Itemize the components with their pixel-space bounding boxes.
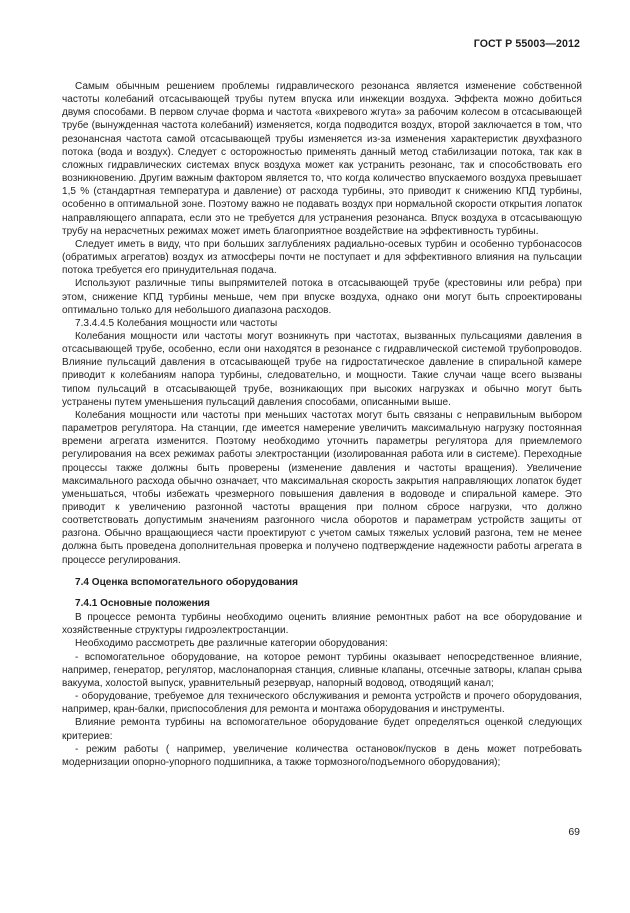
list-item: - оборудование, требуемое для технического обслуживания и ремонта устройств и прочего оборудования, например, кран-балки, приспособления для ремонта и монтажа оборудования и инструменты. bbox=[62, 691, 582, 716]
subclause-title: 7.3.4.4.5 Колебания мощности или частоты bbox=[75, 317, 278, 329]
paragraph: Колебания мощности или частоты могут возникнуть при частотах, вызванных пульсациями давления в отсасывающей трубе, особенно, если они находятся в резонансе с гидравлической системой трубопроводов. Влияние пульсаций давления в отсасывающей трубе на гидростатическое давление в спиральной камере приводит к колебаниям напора турбины, следовательно, и мощности. Такие случаи чаще всего вызваны типом пульсаций в отсасывающей трубе, возникающих при высоких нагрузках и обычно могут быть устранены путем уменьшения пульсаций давления способами, описанными выше. bbox=[62, 330, 582, 408]
paragraph: Влияние ремонта турбины на вспомогательное оборудование будет определяться оценкой следующих критериев: bbox=[62, 717, 582, 742]
paragraph: Колебания мощности или частоты при меньших частотах могут быть связаны с неправильным выбором параметров регулятора. На станции, где имеется намерение увеличить максимальную нагрузку постоянная времени агрегата изменится. Поэтому необходимо уточнить параметры регулятора для приемлемого регулирования на всех режимах работы электростанции (изолированная работа или в системе). Переходные процессы также должны быть проверены (изменение давления и частоты вращения). Увеличение максимального расхода обычно означает, что максимальная скорость закрытия направляющих лопаток будет уменьшаться, чтобы избежать чрезмерного повышения давления в водоводе и спиральной камере. Это приводит к увеличению разгонной частоты вращения при полном сбросе нагрузки, что должно соответствовать допустимым значениям разгонного числа оборотов и параметрам устройств защиты от разгона. Обычно вращающиеся части проектируют с учетом самых тяжелых условий разгона, тем не менее должна быть проведена дополнительная проверка и получено подтверждение надежности работы агрегата в процессе регулирования. bbox=[62, 409, 582, 566]
document-body bbox=[62, 80, 582, 769]
list-item: - режим работы ( например, увеличение количества остановок/пусков в день может потребовать модернизации опорно-упорного подшипника, а также тормозного/подъемного оборудования); bbox=[62, 743, 582, 768]
subsection-heading: 7.4.1 Основные положения bbox=[75, 597, 210, 609]
section-heading: 7.4 Оценка вспомогательного оборудования bbox=[75, 576, 298, 588]
paragraph: Самым обычным решением проблемы гидравлического резонанса является изменение собственной частоты колебаний отсасывающей трубы путем впуска или инжекции воздуха. Эффекта можно добиться двумя способами. В первом случае форма и частота «вихревого жгута» за рабочим колесом в отсасывающей трубе (вынужденная частота колебаний) изменяется, когда подводится воздух, второй заключается в том, что резонансная частота самой отсасывающей трубы изменяется из-за изменения характеристик двухфазного потока (вода и воздух). Следует с осторожностью применять данный метод стабилизации потока, так как в сложных гидравлических системах впуск воздуха может как устранить резонанс, так и способствовать его возникновению. Другим важным фактором является то, что когда количество впускаемого воздуха превышает 1,5 % (стандартная температура и давление) от расхода турбины, это приводит к снижению КПД турбины, особенно в оптимальной зоне. Поэтому важно не подавать воздух при нормальной скорости открытия лопаток направляющего аппарата, если это не требуется для устранения резонанса. Впуск воздуха в отсасывающую трубу на нерасчетных режимах может иметь благоприятное воздействие на эффективность турбины. bbox=[62, 81, 582, 237]
paragraph: Необходимо рассмотреть две различные категории оборудования: bbox=[75, 638, 388, 650]
document-id: ГОСТ Р 55003—2012 bbox=[473, 38, 580, 50]
list-item: - вспомогательное оборудование, на которое ремонт турбины оказывает непосредственное влияние, например, генератор, регулятор, маслонапорная станция, сливные клапаны, отсечные затворы, клапан срыва вакуума, холостой выпуск, уравнительный резервуар, напорный водовод, отводящий канал; bbox=[62, 651, 582, 689]
paragraph: Следует иметь в виду, что при больших заглублениях радиально-осевых турбин и особенно турбонасосов (обратимых агрегатов) воздух из атмосферы почти не поступает и для эффективного влияния на пульсации потока требуется его принудительная подача. bbox=[62, 238, 582, 277]
page-number: 69 bbox=[568, 826, 580, 838]
paragraph: Используют различные типы выпрямителей потока в отсасывающей трубе (крестовины или ребра) при этом, снижение КПД турбины меньше, чем при впуске воздуха, однако они могут быть спроектированы оптимально только для небольшого диапазона расходов. bbox=[62, 278, 582, 316]
paragraph: В процессе ремонта турбины необходимо оценить влияние ремонтных работ на все оборудование и хозяйственные структуры гидроэлектростанции. bbox=[62, 612, 582, 637]
